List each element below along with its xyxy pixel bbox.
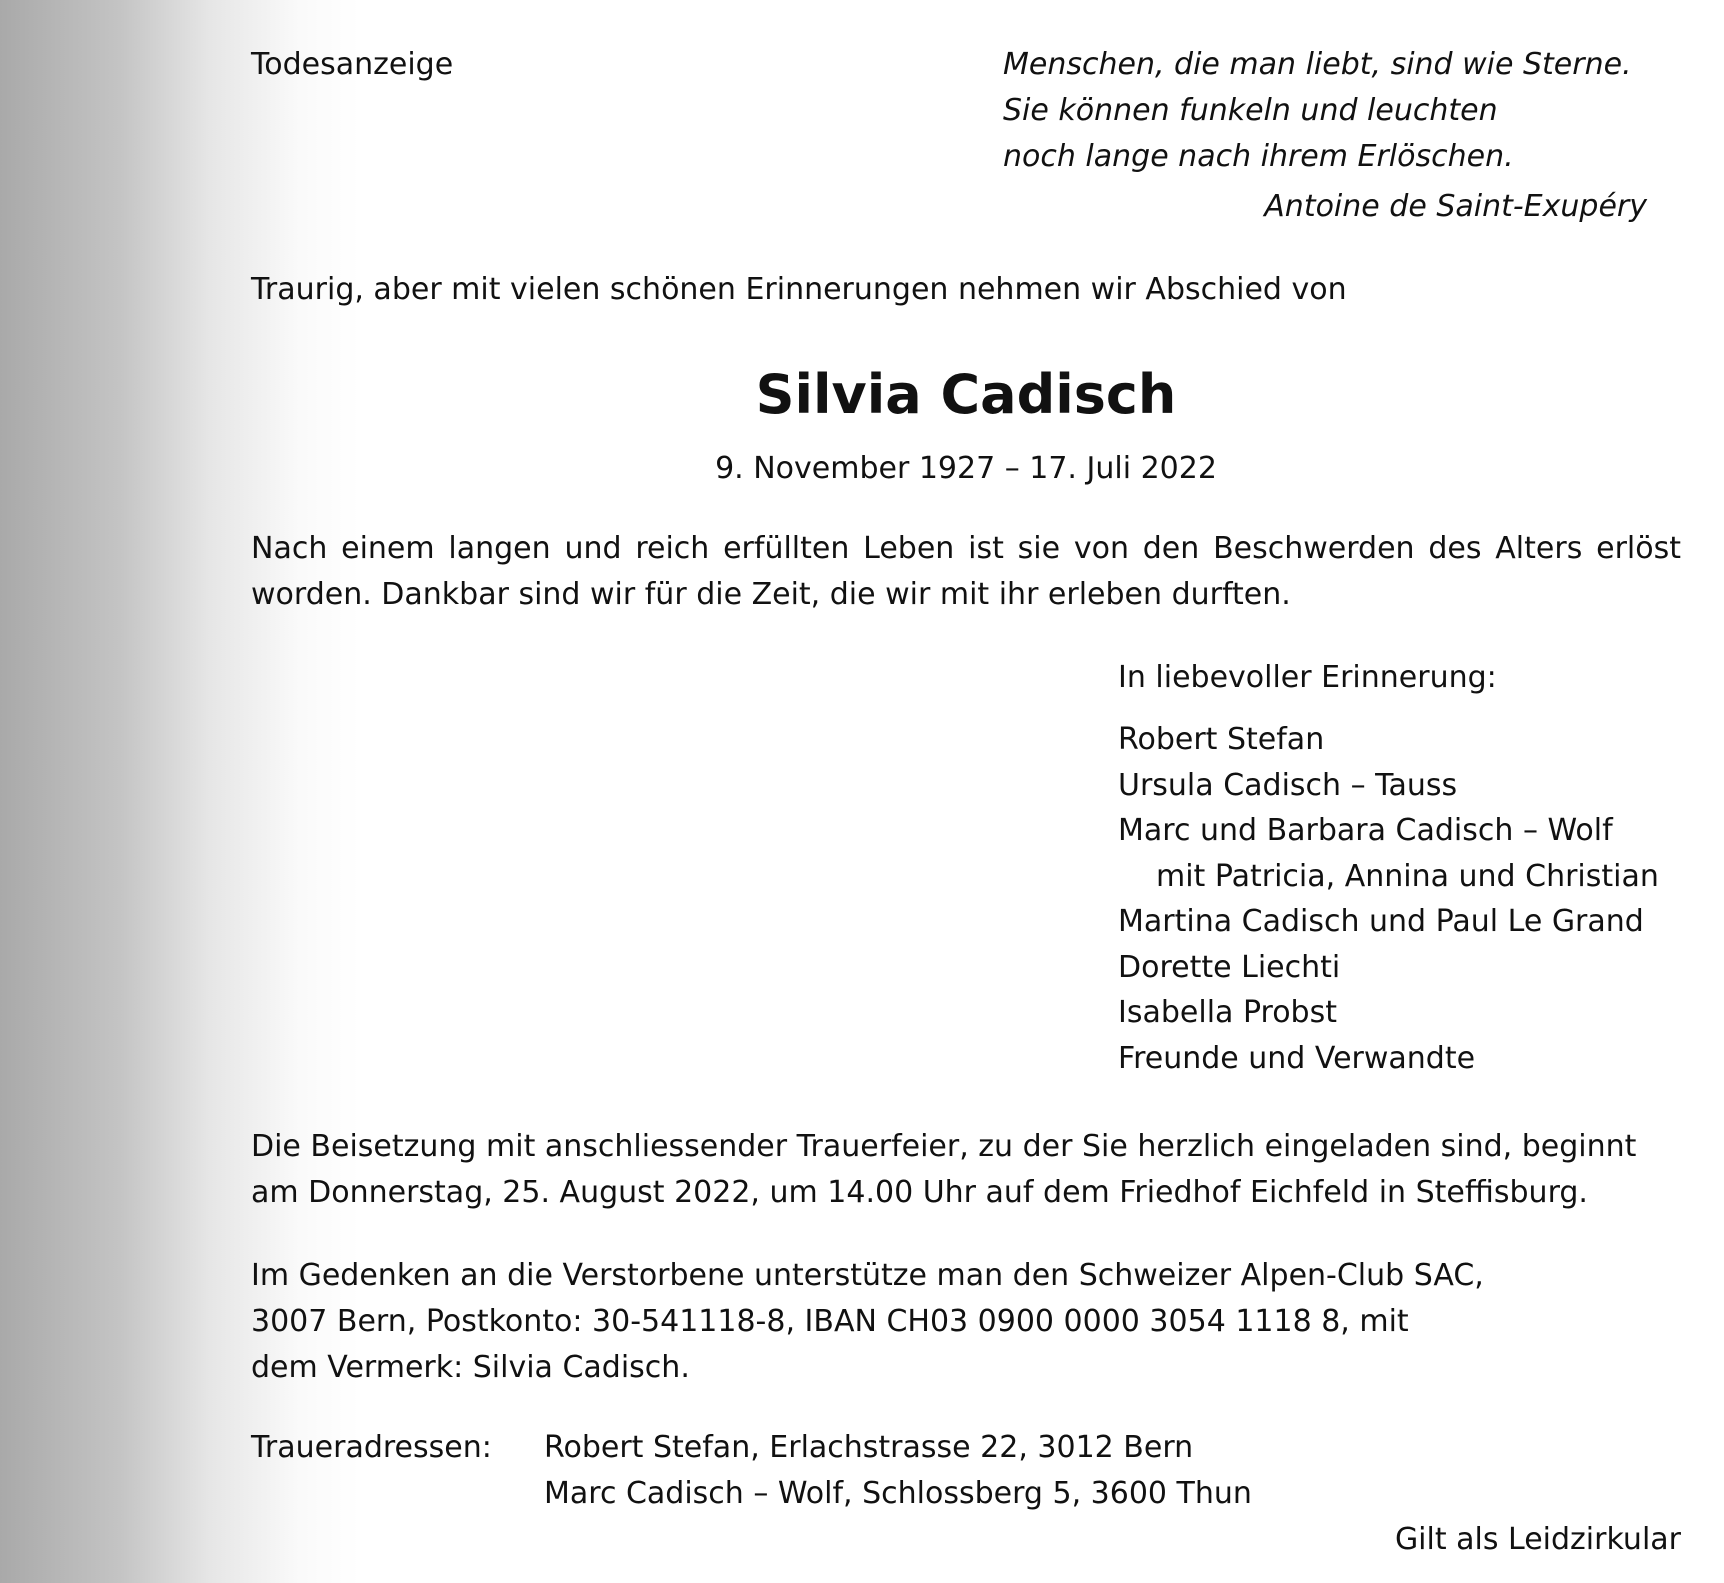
quote-line-1: Menschen, die man liebt, sind wie Sterne. (1003, 47, 1632, 82)
mourner-name: Martina Cadisch und Paul Le Grand (1118, 904, 1644, 939)
donation-line-3: dem Vermerk: Silvia Cadisch. (251, 1350, 690, 1385)
deceased-name: Silvia Cadisch (755, 363, 1177, 426)
body-text: Nach einem langen und reich erfüllten Leben ist sie von den Beschwerden des Alters erlöst worden. Dankbar sind wir für die Zeit, die wir mit ihr erleben durften. (251, 531, 1681, 612)
mourners-heading: In liebevoller Erinnerung: (1118, 660, 1497, 695)
notice-label: Todesanzeige (251, 47, 454, 82)
mourner-name: Marc und Barbara Cadisch – Wolf (1118, 813, 1613, 848)
ceremony-line-2: am Donnerstag, 25. August 2022, um 14.00 Uhr auf dem Friedhof Eichfeld in Steffisburg. (251, 1175, 1588, 1210)
quote-author: Antoine de Saint-Exupéry (1264, 189, 1647, 224)
donation-line-2: 3007 Bern, Postkonto: 30-541118-8, IBAN CH03 0900 0000 3054 1118 8, mit (251, 1304, 1409, 1339)
mourner-name: mit Patricia, Annina und Christian (1156, 858, 1659, 894)
mourner-name: Dorette Liechti (1118, 949, 1341, 985)
donation-line-1: Im Gedenken an die Verstorbene unterstütze man den Schweizer Alpen-Club SAC, (251, 1258, 1484, 1293)
quote-line-3: noch lange nach ihrem Erlöschen. (1003, 139, 1514, 174)
footer-note: Gilt als Leidzirkular (1394, 1522, 1681, 1557)
ceremony-line-1: Die Beisetzung mit anschliessender Trauerfeier, zu der Sie herzlich eingeladen sind, beginnt (251, 1129, 1637, 1164)
address-line-1: Robert Stefan, Erlachstrasse 22, 3012 Bern (544, 1430, 1194, 1465)
mourner-name: Freunde und Verwandte (1118, 1040, 1476, 1076)
mourner-name: Robert Stefan (1118, 722, 1325, 757)
quote-line-2: Sie können funkeln und leuchten (1003, 93, 1498, 128)
life-dates: 9. November 1927 – 17. Juli 2022 (715, 451, 1217, 486)
mourner-name: Isabella Probst (1118, 995, 1337, 1030)
addresses-label: Traueradressen: (251, 1430, 492, 1465)
address-line-2: Marc Cadisch – Wolf, Schlossberg 5, 3600 Thun (544, 1476, 1252, 1511)
mourners-list (1118, 717, 1659, 1081)
mourner-name: Ursula Cadisch – Tauss (1118, 767, 1458, 803)
intro-text: Traurig, aber mit vielen schönen Erinnerungen nehmen wir Abschied von (251, 272, 1347, 307)
